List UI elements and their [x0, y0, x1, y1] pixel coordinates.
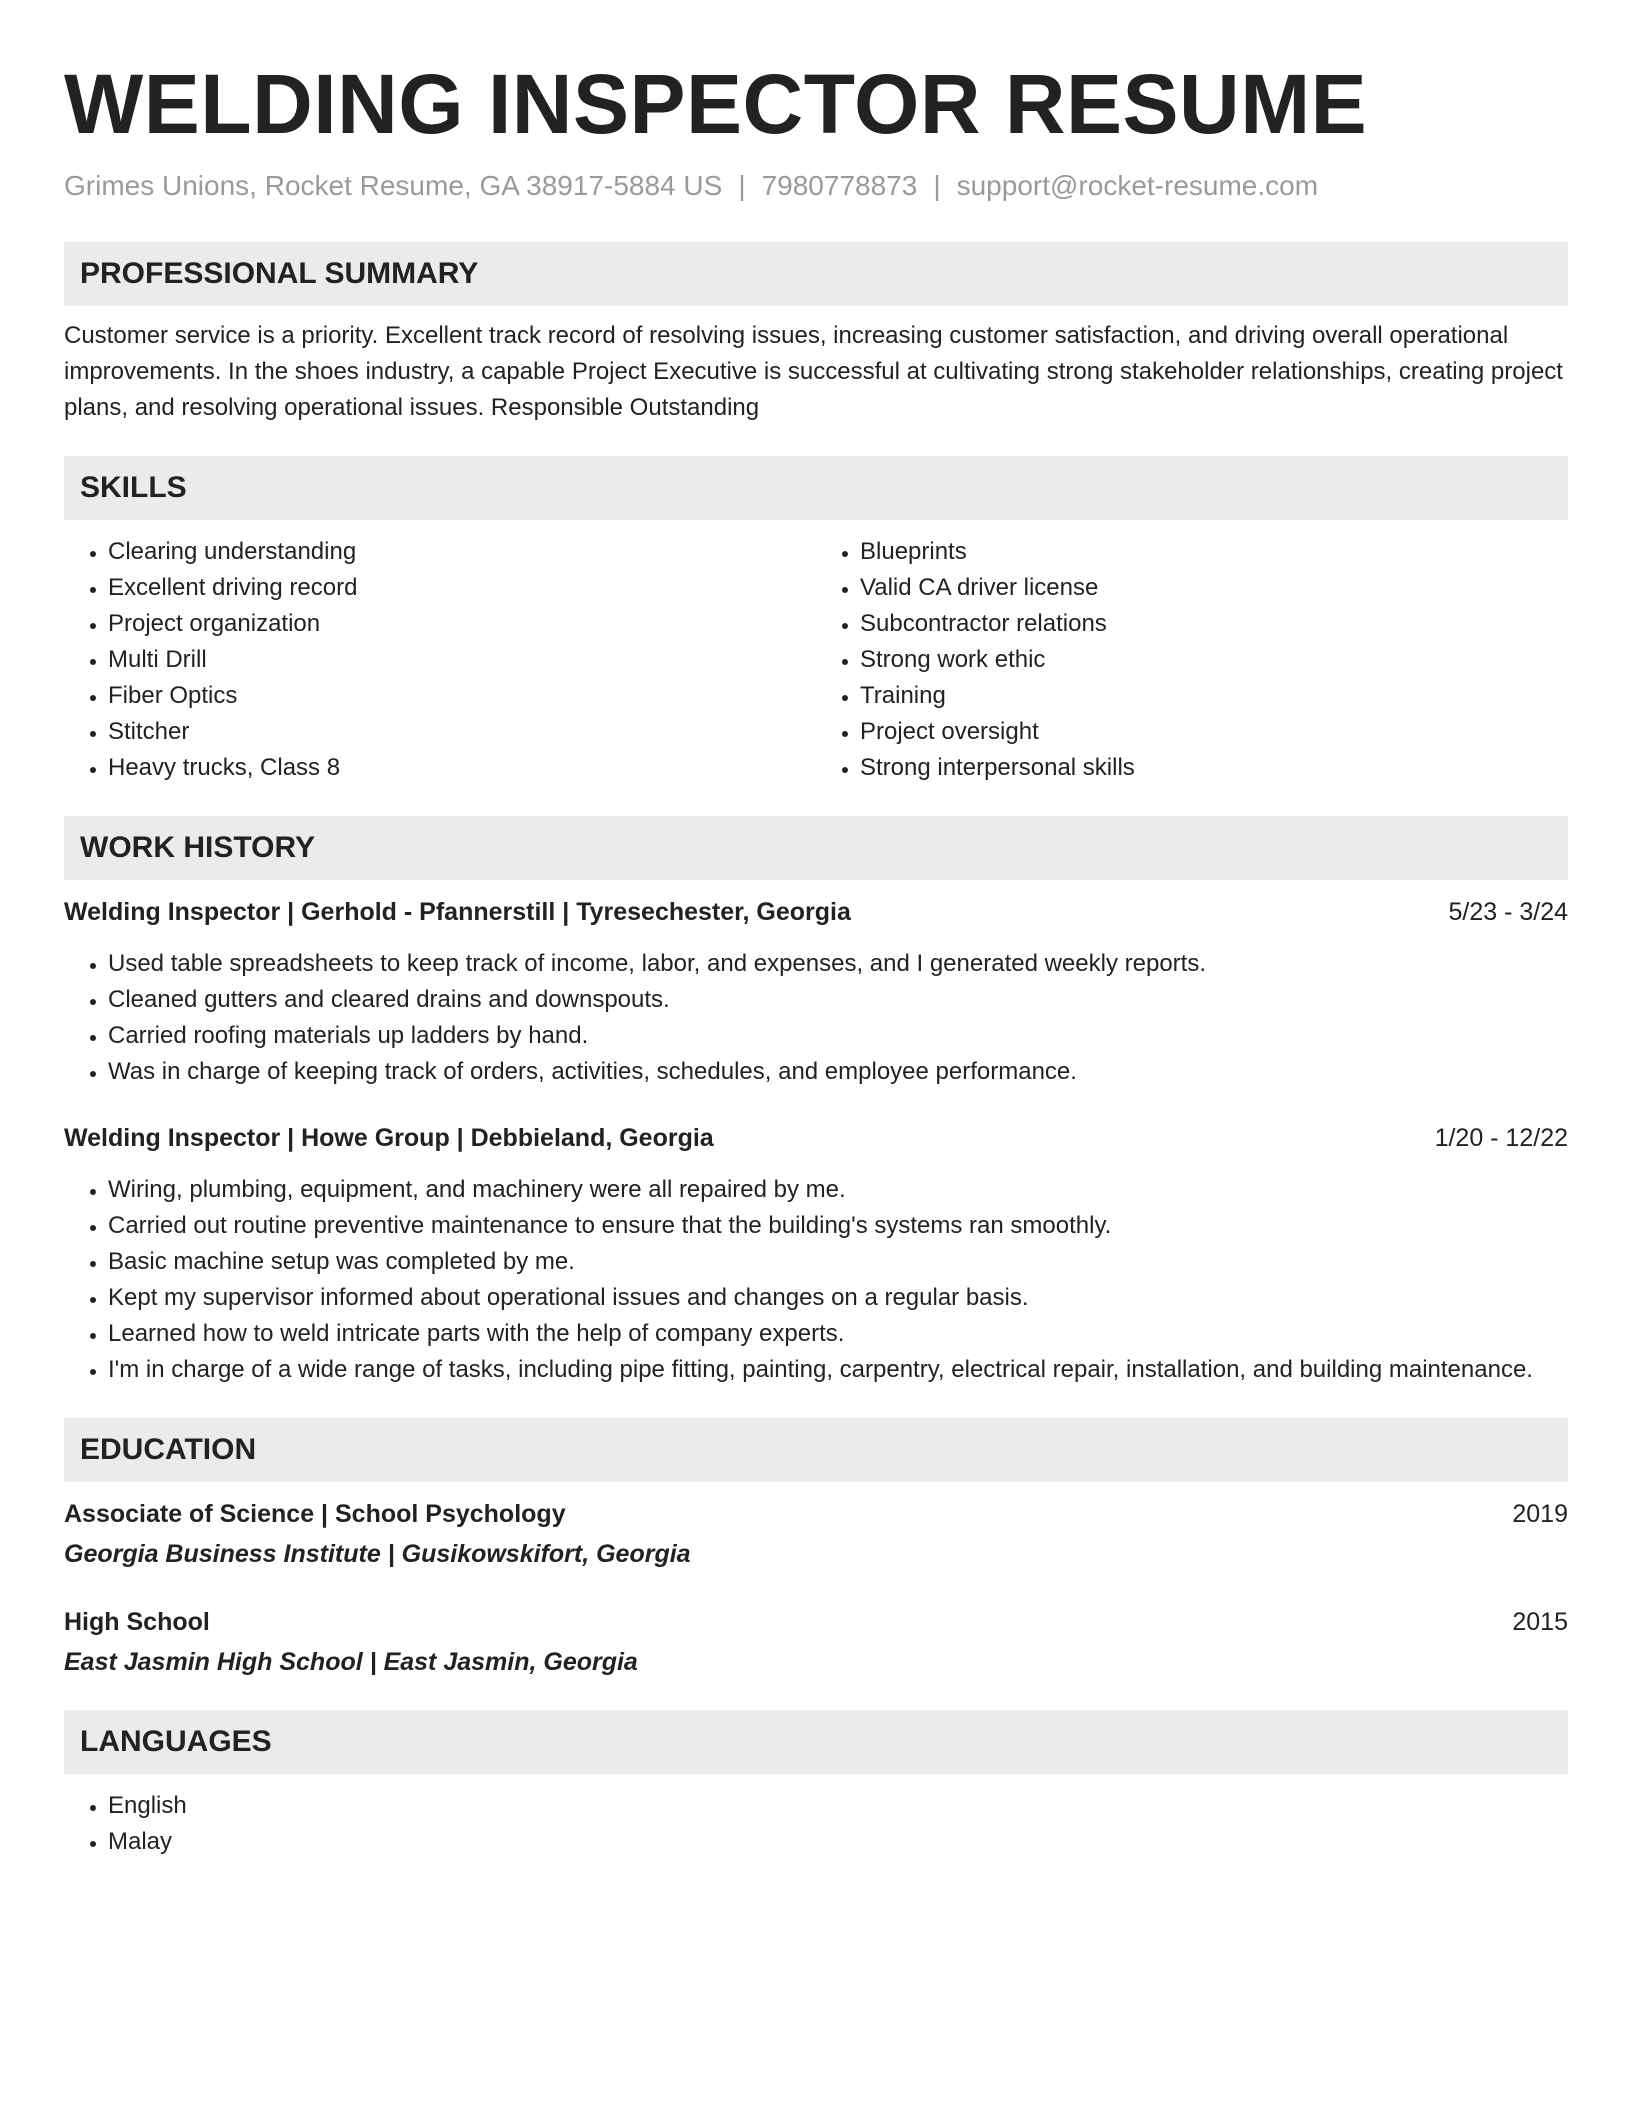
language-item: • Malay — [108, 1824, 1568, 1860]
resume-title: WELDING INSPECTOR RESUME — [64, 57, 1368, 151]
skill-item: • Excellent driving record — [108, 570, 816, 606]
job-bullet: • Carried out routine preventive maintenance to ensure that the building's systems ran smoothly. — [108, 1208, 1568, 1244]
contact-separator: | — [738, 170, 746, 201]
job-bullet: • I'm in charge of a wide range of tasks, including pipe fitting, painting, carpentry, electrical repair, installation, and building maintenance. — [108, 1352, 1568, 1388]
skill-item: • Clearing understanding — [108, 534, 816, 570]
job-header — [64, 894, 1568, 930]
languages-section-header: LANGUAGES — [64, 1710, 1568, 1774]
job-title: Welding Inspector | Howe Group | Debbieland, Georgia — [64, 1124, 714, 1152]
education-degree: Associate of Science | School Psychology — [64, 1500, 566, 1528]
job-bullets — [64, 1172, 1568, 1388]
education-section-header: EDUCATION — [64, 1418, 1568, 1482]
skill-item: • Project organization — [108, 606, 816, 642]
languages-list — [64, 1788, 1568, 1860]
skill-item: • Valid CA driver license — [860, 570, 1568, 606]
skill-item: • Stitcher — [108, 714, 816, 750]
job-bullet: • Used table spreadsheets to keep track of income, labor, and expenses, and I generated weekly reports. — [108, 946, 1568, 982]
job-title: Welding Inspector | Gerhold - Pfannerstill | Tyresechester, Georgia — [64, 898, 851, 926]
summary-section-header: PROFESSIONAL SUMMARY — [64, 242, 1568, 306]
contact-line — [64, 168, 1568, 204]
education-degree: High School — [64, 1608, 210, 1636]
job-bullet: • Basic machine setup was completed by me. — [108, 1244, 1568, 1280]
summary-text: Customer service is a priority. Excellent track record of resolving issues, increasing customer satisfaction, and driving overall operational improvements. In the shoes industry, a capable Project Executive is successful at cultivating strong stakeholder relationships, creating project plans, and resolving operational issues. Responsible Outstanding — [64, 322, 1563, 421]
job-bullet: • Was in charge of keeping track of orders, activities, schedules, and employee performance. — [108, 1054, 1568, 1090]
contact-phone: 7980778873 — [761, 170, 918, 201]
education-school: East Jasmin High School | East Jasmin, Georgia — [64, 1648, 638, 1676]
skills-list-right — [816, 534, 1568, 786]
education-year: 2019 — [1512, 1500, 1568, 1528]
contact-address: Grimes Unions, Rocket Resume, GA 38917-5884 US — [64, 170, 723, 201]
job-entry — [64, 894, 1568, 1090]
job-bullet: • Wiring, plumbing, equipment, and machinery were all repaired by me. — [108, 1172, 1568, 1208]
skill-item: • Training — [860, 678, 1568, 714]
contact-separator: | — [933, 170, 941, 201]
job-bullet: • Learned how to weld intricate parts with the help of company experts. — [108, 1316, 1568, 1352]
skill-item: • Blueprints — [860, 534, 1568, 570]
skills-section-header: SKILLS — [64, 456, 1568, 520]
job-header — [64, 1120, 1568, 1156]
work-section-header: WORK HISTORY — [64, 816, 1568, 880]
education-header — [64, 1604, 1568, 1640]
job-bullet: • Carried roofing materials up ladders by hand. — [108, 1018, 1568, 1054]
job-bullet: • Cleaned gutters and cleared drains and downspouts. — [108, 982, 1568, 1018]
education-entry — [64, 1604, 1568, 1680]
job-dates: 5/23 - 3/24 — [1448, 898, 1568, 926]
job-bullets — [64, 946, 1568, 1090]
skills-list-left — [64, 534, 816, 786]
skills-grid — [64, 534, 1568, 786]
contact-email: support@rocket-resume.com — [956, 170, 1319, 201]
skill-item: • Strong work ethic — [860, 642, 1568, 678]
language-item: • English — [108, 1788, 1568, 1824]
education-header — [64, 1496, 1568, 1532]
education-year: 2015 — [1512, 1608, 1568, 1636]
skill-item: • Subcontractor relations — [860, 606, 1568, 642]
job-bullet: • Kept my supervisor informed about operational issues and changes on a regular basis. — [108, 1280, 1568, 1316]
education-entry — [64, 1496, 1568, 1572]
skill-item: • Project oversight — [860, 714, 1568, 750]
education-school: Georgia Business Institute | Gusikowskifort, Georgia — [64, 1540, 691, 1568]
job-dates: 1/20 - 12/22 — [1434, 1124, 1568, 1152]
skill-item: • Heavy trucks, Class 8 — [108, 750, 816, 786]
skill-item: • Multi Drill — [108, 642, 816, 678]
skill-item: • Strong interpersonal skills — [860, 750, 1568, 786]
job-entry — [64, 1120, 1568, 1388]
skill-item: • Fiber Optics — [108, 678, 816, 714]
